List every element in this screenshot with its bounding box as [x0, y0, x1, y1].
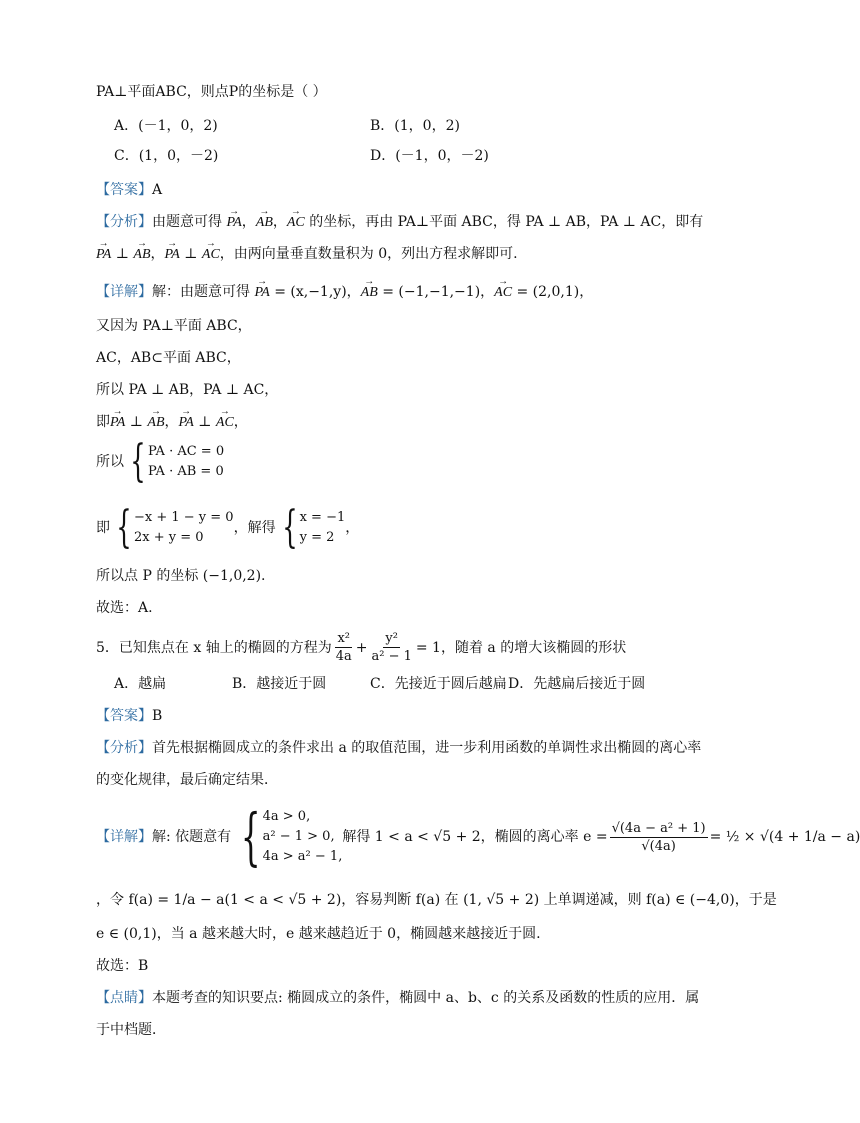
vector-AB: → AB: [256, 213, 273, 233]
denominator: 4a: [335, 649, 352, 664]
analysis-text: 由题意可得: [152, 214, 227, 230]
q4-option-a: A．(－1，0，2): [114, 118, 218, 134]
detail-text: 解: 依题意有: [152, 829, 232, 845]
detail-text: 解：由题意可得: [152, 284, 255, 300]
fraction-y: [369, 630, 413, 665]
solve-text: ，解得: [233, 520, 276, 536]
system-row: PA · AB = 0: [148, 464, 224, 479]
detail-text: = (2,0,1)，: [512, 284, 594, 300]
left-brace: {: [241, 800, 261, 873]
q5-detail-line-2: ，令 f(a) = 1/a − a(1 < a < √5 + 2)，容易判断 f(a) 在 (1, √5 + 2) 上单调递减，则 f(a) ∈ (−4,0)，于是: [96, 892, 777, 908]
q4-system-1: [96, 436, 225, 487]
analysis-tag: 【分析】: [96, 740, 152, 756]
system-row: x = −1: [299, 510, 346, 525]
q5-option-b: B．越接近于圆: [232, 676, 327, 692]
comment-tag: 【点睛】: [96, 990, 152, 1006]
left-brace: {: [116, 502, 132, 553]
answer-value: A: [152, 182, 163, 198]
answer-value: B: [152, 708, 163, 724]
numerator: √(4a − a² + 1): [611, 820, 706, 836]
q4-conclusion: 所以点 P 的坐标 (−1,0,2).: [96, 568, 266, 584]
q4-system-2: 即 { −x + 1 − y = 0 2x + y = 0 ，解得 { x = −1 y = 2 ，: [96, 502, 360, 553]
q4-option-b: B．(1，0，2): [370, 118, 460, 134]
ji-text: 即: [96, 414, 110, 430]
detail-text: = (−1,−1,−1)，: [377, 284, 495, 300]
q5-comment-line-2: 于中档题．: [96, 1022, 166, 1038]
system-row: a² − 1 > 0,: [262, 829, 335, 844]
q5-option-d: D．先越扁后接近于圆: [508, 676, 646, 692]
system-row: 4a > 0,: [262, 809, 311, 824]
analysis-tag: 【分析】: [96, 214, 152, 230]
q4-again-line: 又因为 PA⊥平面 ABC，: [96, 318, 252, 334]
denominator: a² − 1: [371, 649, 412, 664]
system-row: 4a > a² − 1,: [262, 849, 343, 864]
system-row: y = 2: [299, 530, 335, 545]
detail-tag: 【详解】: [96, 284, 152, 300]
system-row: 2x + y = 0: [134, 530, 204, 545]
q5-comment-line-1: [96, 988, 699, 1008]
numerator: x²: [337, 631, 350, 646]
q4-stem: PA⊥平面ABC，则点P的坐标是（ ）: [96, 84, 327, 100]
stem-text: 5．已知焦点在 x 轴上的椭圆的方程为: [96, 639, 332, 656]
q5-detail-line-1: [96, 800, 860, 873]
q4-choose: 故选：A.: [96, 600, 153, 616]
answer-tag: 【答案】: [96, 182, 152, 198]
so-text: 所以: [96, 454, 124, 470]
detail-text: = ½ × √(4 + 1/a − a): [709, 829, 860, 845]
q5-choose: 故选：B: [96, 958, 149, 974]
analysis-text: 的坐标，再由 PA⊥平面 ABC，得 PA ⊥ AB，PA ⊥ AC，即有: [304, 214, 704, 230]
q5-answer-line: [96, 706, 162, 726]
q4-option-d: D．(－1，0，－2): [370, 148, 489, 164]
ji-text: 即: [96, 520, 110, 536]
q5-option-a: A．越扁: [114, 676, 167, 692]
stem-text: ，随着 a 的增大该椭圆的形状: [440, 639, 627, 656]
q4-option-c: C．(1，0，－2): [114, 148, 219, 164]
vector-AC: → AC: [287, 213, 305, 233]
detail-text: 解得 1 < a < √5 + 2，椭圆的离心率 e =: [342, 829, 608, 845]
answer-tag: 【答案】: [96, 708, 152, 724]
q4-analysis-line-1: 【分析】由题意可得 → PA，→ AB，→ AC 的坐标，再由 PA⊥平面 ABC，得 PA ⊥ AB，PA ⊥ AC，即有: [96, 212, 703, 233]
equals-one: = 1: [415, 639, 441, 656]
q4-analysis-line-2: → PA ⊥ → AB，→ PA ⊥ → AC，由两向量垂直数量积为 0，列出方程求解即可.: [96, 244, 518, 265]
vector-PA: → PA: [226, 213, 241, 233]
q4-answer-line: [96, 180, 162, 200]
detail-tag: 【详解】: [96, 829, 152, 845]
q5-option-c: C．先接近于圆后越扁: [370, 676, 507, 692]
analysis-text: ，由两向量垂直数量积为 0，列出方程求解即可.: [219, 246, 518, 262]
q5-stem: 5．已知焦点在 x 轴上的椭圆的方程为 $\frac{\text{x²}}{4a}$ + $\frac{\text{y²}}{\text{a² − 1}}$ = 1 ，随着 a 的增大该椭圆的形状: [96, 631, 627, 664]
q5-analysis-line-1: [96, 738, 701, 758]
eccentricity-fraction: [610, 820, 708, 855]
left-brace: {: [281, 502, 298, 553]
comment-text: 本题考查的知识要点: 椭圆成立的条件，椭圆中 a、b、c 的关系及函数的性质的应用．属: [152, 990, 700, 1006]
analysis-text: 首先根据椭圆成立的条件求出 a 的取值范围，进一步利用函数的单调性求出椭圆的离心率: [152, 740, 702, 756]
denominator: √(4a): [641, 838, 676, 854]
q5-detail-line-3: e ∈ (0,1)，当 a 越来越大时，e 越来越趋近于 0，椭圆越来越接近于圆.: [96, 926, 541, 942]
q4-ji-line: 即→ PA ⊥ → AB，→ PA ⊥ → AC，: [96, 412, 248, 433]
q4-detail-line-1: 【详解】解：由题意可得 → PA = (x,−1,y)，→ AB = (−1,−1,−1)，→ AC = (2,0,1)，: [96, 282, 593, 303]
numerator: y²: [385, 631, 398, 646]
detail-text: = (x,−1,y)，: [269, 284, 361, 300]
q4-subset-line: AC，AB⊂平面 ABC，: [96, 350, 241, 366]
system-row: −x + 1 − y = 0: [134, 510, 234, 525]
left-brace: {: [130, 436, 146, 487]
system-row: PA · AC = 0: [148, 444, 225, 459]
q4-so-line: 所以 PA ⊥ AB，PA ⊥ AC，: [96, 382, 279, 398]
fraction-x: [334, 630, 354, 665]
q5-analysis-line-2: 的变化规律，最后确定结果．: [96, 772, 278, 788]
